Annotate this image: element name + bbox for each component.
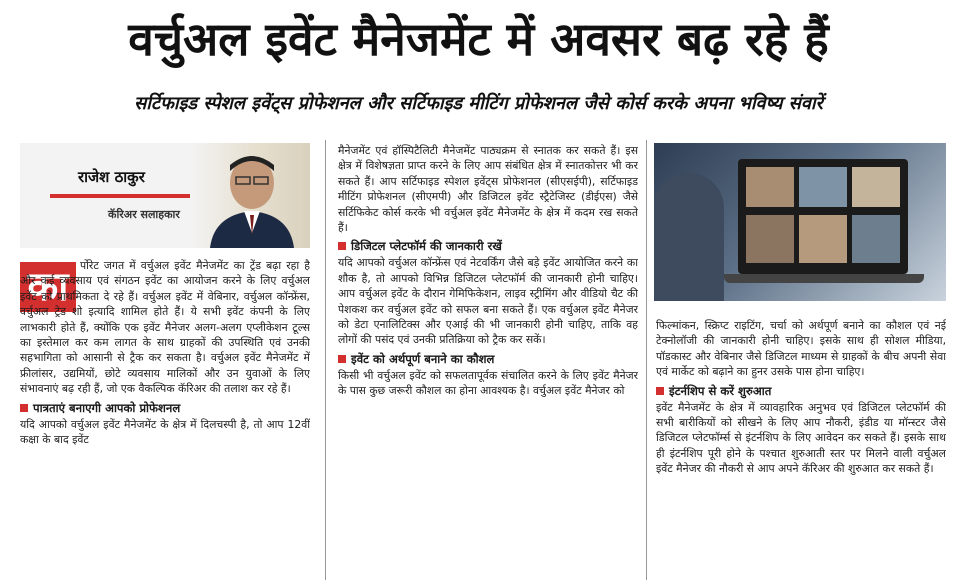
laptop-icon [738, 159, 908, 274]
red-square-icon [338, 242, 346, 250]
column-divider [646, 140, 647, 580]
col2-subheading-2: इवेंट को अर्थपूर्ण बनाने का कौशल [338, 351, 638, 367]
video-conference-photo [654, 143, 946, 301]
column-2 [338, 143, 638, 580]
column-divider [325, 140, 326, 580]
author-role: कॅरिअर सलाहकार [108, 208, 180, 221]
laptop-base [724, 274, 924, 283]
person-silhouette-icon [654, 173, 724, 301]
col3-paragraph-1: फिल्मांकन, स्क्रिप्ट राइटिंग, चर्चा को अर्थपूर्ण बनाने का कौशल एवं नई टेक्नोलॉजी की जानकारी होनी चाहिए। इसके साथ ही सोशल मीडिया, पॉडकास्ट और वेबिनार जैसे डिजिटल माध्यम से ग्राहकों के बीच अपनी सेवा एवं मार्केट को बढ़ाने का हुनर उसके पास होना चाहिए। [656, 319, 946, 379]
red-square-icon [20, 404, 28, 412]
col3-paragraph-2: इवेंट मैनेजमेंट के क्षेत्र में व्यावहारिक अनुभव एवं डिजिटल प्लेटफॉर्म की सभी बारीकियों को सीखने के लिए आप नौकरी, इंडीड या मॉन्स्टर जैसे डिजिटल प्लेटफॉर्म्स से इंटर्नशिप के लिए आवेदन कर सकते हैं। इसके साथ ही इंटर्नशिप पूरी होने के पश्चात शुरुआती स्तर पर मिलने वाली वर्चुअल इवेंट मैनेजर की नौकरी से आप अपने कॅरिअर की शुरुआत कर सकते हैं। [656, 400, 946, 476]
col1-paragraph-1: र्पोरेट जगत में वर्चुअल इवेंट मैनेजमेंट का ट्रेंड बढ़ा रहा है और कई व्यवसाय एवं संगठन इवेंट का आयोजन करने के लिए वर्चुअल इवेंट को प्राथमिकता दे रहे हैं। वर्चुअल इवेंट में वेबिनार, वर्चुअल कॉन्फ्रेंस, वर्चुअल ट्रेड शो इत्यादि शामिल होते हैं। ये सभी इवेंट कंपनी के लिए लाभकारी होते हैं, क्योंकि एक इवेंट मैनेजर अलग-अलग एप्लीकेशन टूल्स का इस्तेमाल कर कम लागत के साथ ग्राहकों की उपस्थिति एवं उनकी सहभागिता को आसानी से ट्रैक कर सकता है। वर्चुअल इवेंट मैनेजमेंट में फ्रीलांसर, उद्यमियों, छोटे व्यवसाय मालिकों और उन युवाओं के लिए संभावनाएं बढ़ रही हैं, जो एक वैकल्पिक कॅरिअर की तलाश कर रहे हैं। [20, 259, 310, 396]
subheadline: सर्टिफाइड स्पेशल इवेंट्स प्रोफेशनल और सर्टिफाइड मीटिंग प्रोफेशनल जैसे कोर्स करके अपना भविष्य संवारें [134, 93, 823, 114]
author-box [20, 143, 310, 248]
col2-subheading-1: डिजिटल प्लेटफॉर्म की जानकारी रखें [338, 238, 638, 254]
col2-paragraph-1: मैनेजमेंट एवं हॉस्पिटैलिटी मैनेजमेंट पाठ्यक्रम से स्नातक कर सकते हैं। इस क्षेत्र में विशेषज्ञता प्राप्त करने के लिए आप संबंधित क्षेत्र में स्नातकोत्तर भी कर सकते हैं। आप सर्टिफाइड स्पेशल इवेंट्स प्रोफेशनल (सीएसईपी), सर्टिफाइड मीटिंग प्रोफेशनल (सीएमपी) और डिजिटल इवेंट स्ट्रैटेजिस्ट (डीईएस) जैसे सर्टिफिकेट कोर्स करके भी वर्चुअल इवेंट मैनेजमेंट के क्षेत्र में कदम रख सकते हैं। [338, 144, 638, 235]
col1-subheading-1: पात्रताएं बनाएगी आपको प्रोफेशनल [20, 400, 310, 416]
red-square-icon [338, 355, 346, 363]
author-photo [190, 143, 310, 248]
column-3 [656, 318, 946, 580]
col3-subheading-1: इंटर्नशिप से करें शुरुआत [656, 383, 946, 399]
red-square-icon [656, 387, 664, 395]
author-name: राजेश ठाकुर [78, 168, 145, 186]
col2-paragraph-3: किसी भी वर्चुअल इवेंट को सफलतापूर्वक संचालित करने के लिए इवेंट मैनेजर के पास कुछ जरूरी कौशल का होना आवश्यक है। वर्चुअल इवेंट मैनेजर को [338, 368, 638, 398]
col1-paragraph-2: यदि आपको वर्चुअल इवेंट मैनेजमेंट के क्षेत्र में दिलचस्पी है, तो आप 12वीं कक्षा के बाद इवेंट [20, 417, 310, 447]
author-portrait-icon [190, 143, 310, 248]
headline: वर्चुअल इवेंट मैनेजमेंट में अवसर बढ़ रहे हैं [128, 12, 829, 66]
column-1 [20, 258, 310, 580]
col2-paragraph-2: यदि आपको वर्चुअल कॉन्फ्रेंस एवं नेटवर्किंग जैसे बड़े इवेंट आयोजित करने का शौक है, तो आपको विभिन्न डिजिटल प्लेटफॉर्म की जानकारी होनी चाहिए। आप वर्चुअल इवेंट के दौरान गेमिफिकेशन, लाइव स्ट्रीमिंग और वीडियो चैट की पेशकश कर वर्चुअल इवेंट को सफल बना सकते हैं। एक वर्चुअल इवेंट मैनेजर को डेटा एनालिटिक्स और एआई की भी जानकारी होनी चाहिए, ताकि वह लोगों की पसंद एवं उनकी प्रतिक्रिया को ट्रैक कर सकें। [338, 256, 638, 347]
drop-cap: का [20, 262, 76, 312]
author-underline [50, 194, 195, 198]
